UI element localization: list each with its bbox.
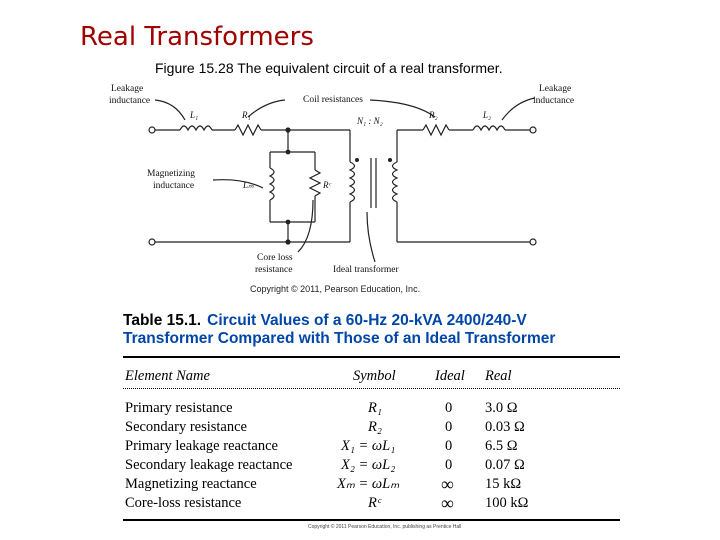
cell-symbol: Rᶜ	[368, 495, 381, 511]
cell-element: Secondary leakage reactance	[125, 457, 293, 473]
label-L2: L₂	[483, 110, 492, 120]
label-Rc: Rᶜ	[323, 180, 331, 190]
resistor-R2	[423, 125, 449, 135]
arrow	[298, 200, 313, 252]
arrow	[367, 212, 375, 262]
polarity-dot	[388, 158, 392, 162]
cell-ideal: ∞	[441, 493, 454, 513]
cell-element: Primary resistance	[125, 400, 233, 416]
resistor-R1	[235, 125, 261, 135]
table-title-line1: Circuit Values of a 60-Hz 20-kVA 2400/240-V	[207, 312, 527, 329]
label-R1: R₁	[242, 110, 251, 120]
cell-element: Secondary resistance	[125, 419, 247, 435]
table-title-line2: Transformer Compared with Those of an Ideal Transformer	[123, 330, 556, 347]
label-ratio: N₁ : N₂	[357, 116, 383, 126]
cell-real: 15 kΩ	[485, 476, 522, 492]
arrow	[213, 180, 263, 188]
cell-symbol: X₂ = ωL₂	[341, 457, 396, 473]
label-leakage-right: inductance	[533, 96, 575, 106]
label-magnetizing: Magnetizing	[147, 169, 196, 179]
cell-real: 3.0 Ω	[485, 400, 518, 416]
label-leakage-right: Leakage	[539, 84, 572, 94]
primary-winding	[350, 162, 355, 202]
header-ideal: Ideal	[435, 368, 465, 384]
junction-dot	[286, 150, 291, 155]
inductor-Lm	[270, 168, 274, 200]
cell-real: 0.03 Ω	[485, 419, 525, 435]
table-copyright: Copyright © 2011 Pearson Education, Inc. publishing as Prentice Hall	[308, 524, 462, 530]
equivalent-circuit-diagram	[105, 80, 595, 300]
cell-ideal: 0	[445, 419, 453, 435]
junction-dot	[286, 220, 291, 225]
figure-caption: Figure 15.28 The equivalent circuit of a real transformer.	[155, 60, 503, 76]
cell-element: Primary leakage reactance	[125, 438, 278, 454]
figure-copyright: Copyright © 2011, Pearson Education, Inc.	[250, 284, 421, 294]
label-magnetizing: inductance	[153, 181, 195, 191]
label-R2: R₂	[429, 110, 438, 120]
header-real: Real	[485, 368, 512, 384]
cell-real: 100 kΩ	[485, 495, 529, 511]
label-leakage-left: Leakage	[111, 84, 144, 94]
table-number: Table 15.1.	[123, 312, 202, 329]
polarity-dot	[355, 158, 359, 162]
arrow	[370, 100, 435, 117]
cell-element: Magnetizing reactance	[125, 476, 257, 492]
table-bottom-rule	[123, 519, 620, 521]
header-element: Element Name	[125, 368, 210, 384]
label-ideal-transformer: Ideal transformer	[333, 265, 399, 275]
cell-symbol: X₁ = ωL₁	[341, 438, 396, 454]
inductor-L2	[473, 126, 505, 130]
slide-title: Real Transformers	[80, 22, 314, 52]
table-header-divider	[123, 388, 620, 389]
label-coil-resistances: Coil resistances	[303, 95, 363, 105]
resistor-Rc	[310, 170, 320, 196]
cell-symbol: R₂	[368, 419, 382, 435]
cell-real: 6.5 Ω	[485, 438, 518, 454]
cell-ideal: 0	[445, 457, 453, 473]
arrow	[248, 100, 285, 117]
junction-dot	[285, 127, 290, 132]
table-title	[123, 312, 633, 348]
terminal	[530, 127, 536, 133]
cell-symbol: Xₘ = ωLₘ	[337, 476, 400, 492]
header-symbol: Symbol	[353, 368, 396, 384]
cell-ideal: ∞	[441, 474, 454, 494]
label-core-loss: Core loss	[257, 253, 293, 263]
label-core-loss: resistance	[255, 265, 293, 275]
cell-real: 0.07 Ω	[485, 457, 525, 473]
inductor-L1	[180, 126, 212, 130]
terminal	[149, 239, 155, 245]
terminal	[149, 127, 155, 133]
arrow	[502, 98, 535, 120]
cell-ideal: 0	[445, 438, 453, 454]
secondary-winding	[393, 162, 398, 202]
label-Lm: Lₘ	[243, 180, 254, 190]
table-top-rule	[123, 356, 620, 358]
cell-symbol: R₁	[368, 400, 382, 416]
junction-dot	[285, 239, 290, 244]
label-L1: L₁	[190, 110, 199, 120]
terminal	[530, 239, 536, 245]
cell-element: Core-loss resistance	[125, 495, 242, 511]
label-leakage-left: inductance	[109, 96, 151, 106]
arrow	[155, 100, 185, 120]
cell-ideal: 0	[445, 400, 453, 416]
